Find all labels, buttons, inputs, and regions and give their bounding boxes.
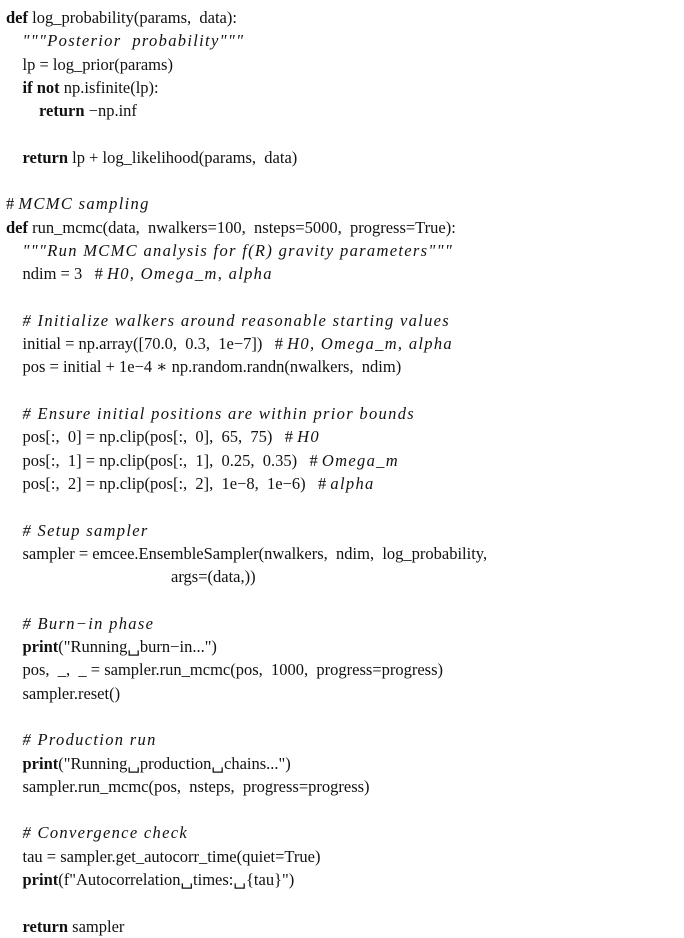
code-line bbox=[6, 798, 682, 821]
code-comment: """Run MCMC analysis for f(R) gravity parameters""" bbox=[22, 240, 454, 260]
code-comment: alpha bbox=[330, 473, 375, 493]
code-line bbox=[6, 635, 682, 658]
code-line bbox=[6, 495, 682, 518]
code-text: ("Running␣burn−in...") bbox=[58, 637, 217, 657]
code-line bbox=[6, 612, 682, 635]
code-keyword: print bbox=[22, 753, 59, 773]
code-text: lp + log_likelihood(params, data) bbox=[68, 147, 298, 167]
code-text bbox=[6, 148, 23, 167]
code-text: sampler.reset() bbox=[6, 683, 121, 703]
code-line bbox=[6, 472, 682, 495]
code-line bbox=[6, 309, 682, 332]
code-text: initial = np.array([70.0, 0.3, 1e−7]) # bbox=[6, 334, 288, 354]
code-line bbox=[6, 449, 682, 472]
code-keyword: return bbox=[39, 101, 85, 121]
code-text bbox=[6, 404, 23, 423]
code-line bbox=[6, 262, 682, 285]
code-text: np.isfinite(lp): bbox=[59, 77, 159, 97]
code-line bbox=[6, 99, 682, 122]
code-comment: # Initialize walkers around reasonable starting values bbox=[22, 310, 451, 330]
code-text: lp = log_prior(params) bbox=[6, 54, 173, 74]
code-keyword: return bbox=[22, 147, 69, 167]
code-text: pos[:, 2] = np.clip(pos[:, 2], 1e−8, 1e−6) # bbox=[6, 473, 331, 493]
code-line bbox=[6, 658, 682, 681]
code-keyword: print bbox=[22, 869, 59, 889]
code-line bbox=[6, 355, 682, 378]
code-comment: # Burn−in phase bbox=[22, 613, 155, 633]
code-text bbox=[6, 101, 39, 120]
code-text: (f"Autocorrelation␣times:␣{tau}") bbox=[58, 869, 295, 889]
code-keyword: def bbox=[6, 8, 28, 27]
code-text bbox=[6, 31, 23, 50]
code-line bbox=[6, 915, 682, 938]
code-text bbox=[6, 241, 23, 260]
code-keyword: not bbox=[36, 77, 60, 97]
code-line bbox=[6, 286, 682, 309]
code-text: ndim = 3 # bbox=[6, 264, 107, 284]
code-line bbox=[6, 379, 682, 402]
code-text: −np.inf bbox=[84, 101, 137, 121]
code-text bbox=[6, 614, 23, 633]
code-line bbox=[6, 752, 682, 775]
code-comment: # Setup sampler bbox=[22, 520, 149, 540]
code-keyword: def bbox=[6, 217, 28, 237]
code-text: pos[:, 1] = np.clip(pos[:, 1], 0.25, 0.35) # bbox=[6, 450, 322, 470]
code-keyword: print bbox=[22, 637, 59, 657]
code-text: pos[:, 0] = np.clip(pos[:, 0], 65, 75) # bbox=[6, 427, 298, 447]
code-line bbox=[6, 588, 682, 611]
code-line bbox=[6, 53, 682, 76]
code-text bbox=[6, 754, 23, 773]
code-comment: H0 bbox=[297, 427, 320, 447]
code-line bbox=[6, 192, 682, 215]
code-line bbox=[6, 705, 682, 728]
code-line bbox=[6, 76, 682, 99]
code-line bbox=[6, 542, 682, 565]
code-line bbox=[6, 821, 682, 844]
code-line bbox=[6, 6, 682, 29]
code-line bbox=[6, 891, 682, 914]
code-text: run_mcmc(data, nwalkers=100, nsteps=5000, progress=True): bbox=[28, 217, 456, 237]
code-text bbox=[6, 823, 23, 842]
code-keyword: if bbox=[22, 77, 33, 97]
code-line bbox=[6, 565, 682, 588]
code-text bbox=[6, 637, 23, 656]
code-text: pos, _, _ = sampler.run_mcmc(pos, 1000, progress=progress) bbox=[6, 660, 444, 680]
code-comment: H0, Omega_m, alpha bbox=[106, 264, 273, 284]
code-line bbox=[6, 216, 682, 239]
code-comment: # Convergence check bbox=[22, 823, 189, 843]
code-text bbox=[6, 917, 23, 936]
code-text: sampler bbox=[68, 916, 125, 936]
code-line bbox=[6, 682, 682, 705]
code-comment: Omega_m bbox=[321, 450, 399, 470]
code-line bbox=[6, 29, 682, 52]
code-text bbox=[6, 730, 23, 749]
code-text: log_probability(params, data): bbox=[28, 8, 237, 27]
code-line bbox=[6, 775, 682, 798]
code-line bbox=[6, 728, 682, 751]
code-text: ("Running␣production␣chains...") bbox=[58, 753, 291, 773]
code-line bbox=[6, 868, 682, 891]
code-comment: # Production run bbox=[22, 730, 157, 750]
code-line bbox=[6, 122, 682, 145]
code-comment: MCMC sampling bbox=[18, 194, 150, 214]
code-text: sampler = emcee.EnsembleSampler(nwalkers, ndim, log_probability, bbox=[6, 543, 488, 563]
code-text bbox=[6, 311, 23, 330]
code-text bbox=[6, 78, 23, 97]
code-listing bbox=[6, 6, 682, 938]
code-line bbox=[6, 332, 682, 355]
code-text bbox=[6, 521, 23, 540]
code-comment: """Posterior probability""" bbox=[22, 31, 245, 51]
code-keyword: return bbox=[22, 916, 69, 936]
code-comment: H0, Omega_m, alpha bbox=[287, 334, 454, 354]
code-comment: # Ensure initial positions are within prior bounds bbox=[22, 404, 416, 424]
code-text: # bbox=[6, 194, 19, 214]
code-line bbox=[6, 169, 682, 192]
code-text bbox=[6, 870, 23, 889]
code-line bbox=[6, 519, 682, 542]
code-text: args=(data,)) bbox=[6, 567, 256, 587]
code-line bbox=[6, 239, 682, 262]
code-text: tau = sampler.get_autocorr_time(quiet=True) bbox=[6, 846, 321, 866]
code-text: sampler.run_mcmc(pos, nsteps, progress=progress) bbox=[6, 776, 370, 796]
code-line bbox=[6, 845, 682, 868]
code-line bbox=[6, 425, 682, 448]
code-line bbox=[6, 146, 682, 169]
code-line bbox=[6, 402, 682, 425]
code-text: pos = initial + 1e−4 ∗ np.random.randn(nwalkers, ndim) bbox=[6, 357, 402, 377]
